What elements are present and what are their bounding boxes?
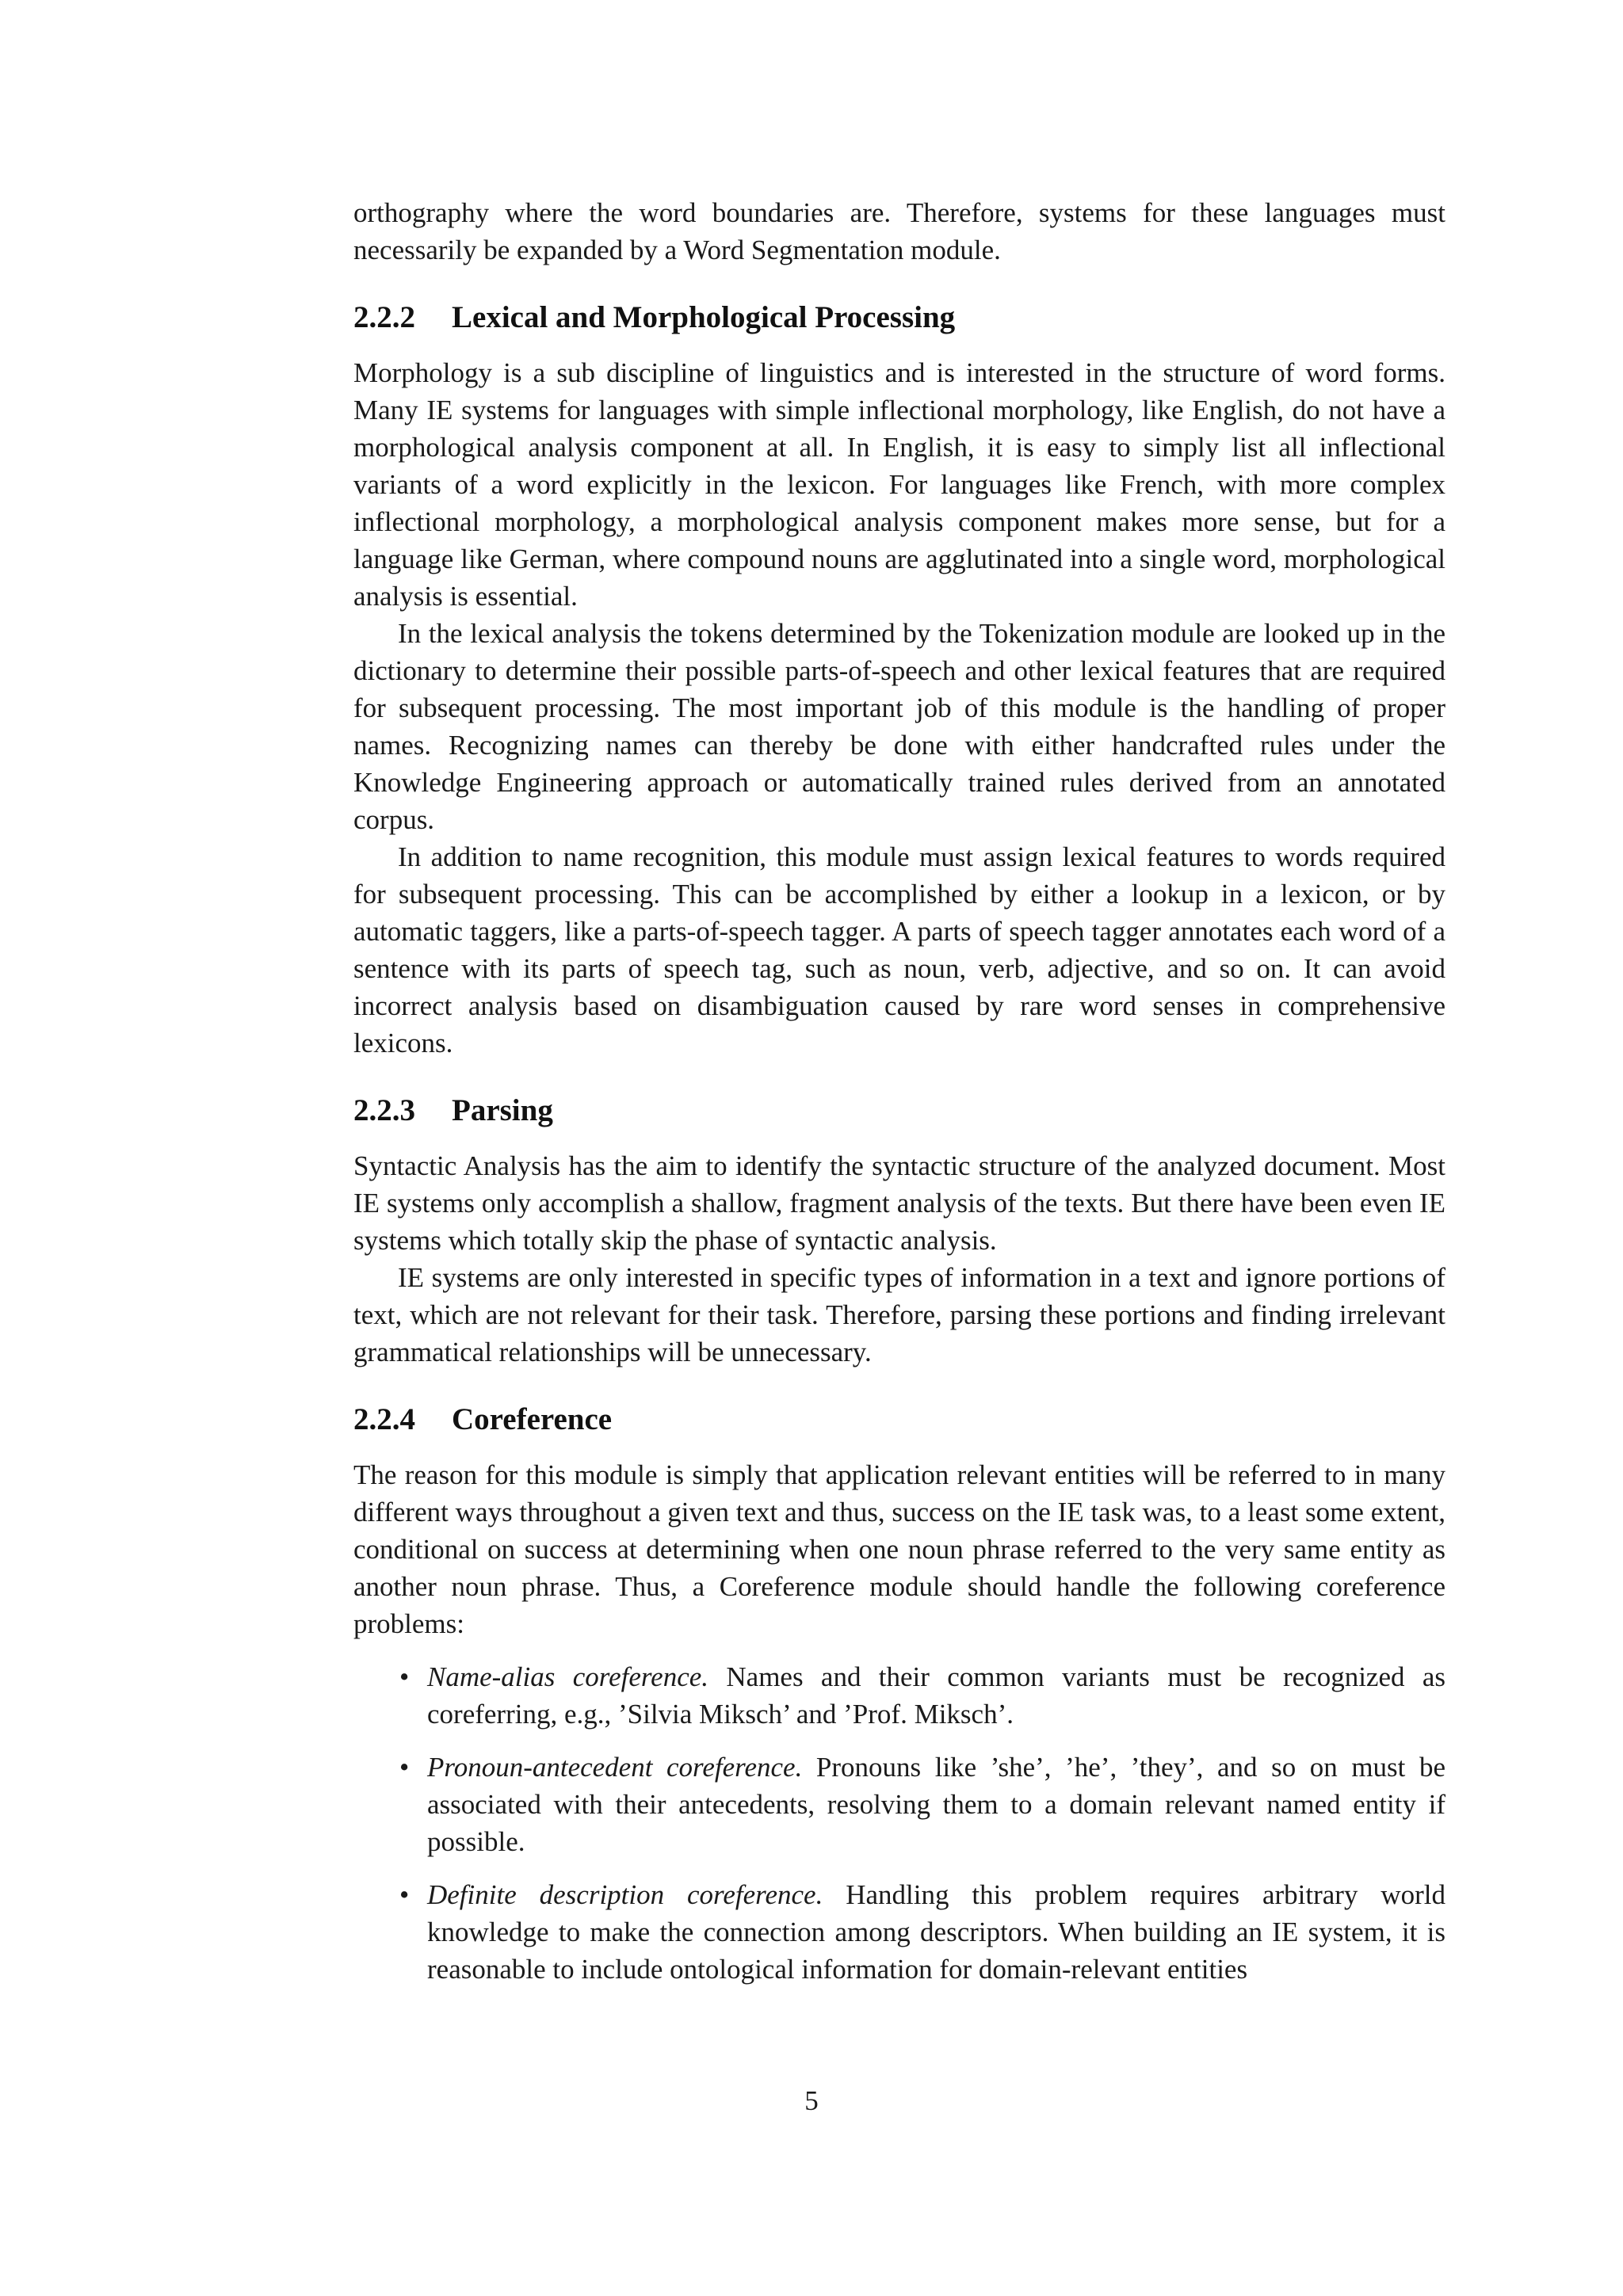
paragraph: In the lexical analysis the tokens determined by the Tokenization module are looked up in the dictionary to determine their possible parts-of-speech and other lexical features that are required for subsequent processing. The most important job of this module is the handling of proper names. Recognizing names can thereby be done with either handcrafted rules under the Knowledge Engineering approach or automatically trained rules derived from an annotated corpus.: [353, 618, 1445, 835]
section-heading-2-2-2: [353, 299, 1445, 337]
section-title: Lexical and Morphological Processing: [452, 300, 956, 334]
list-item-term: Definite description coreference.: [427, 1879, 823, 1910]
list-item-term: Pronoun-antecedent coreference.: [427, 1752, 803, 1783]
paragraph: The reason for this module is simply that application relevant entities will be referred to in many different ways throughout a given text and thus, success on the IE task was, to a least some extent, conditional on success at determining when one noun phrase referred to the very same entity as another noun phrase. Thus, a Coreference module should handle the following coreference problems:: [353, 1459, 1445, 1639]
page-number: 5: [804, 2085, 819, 2116]
section-number: 2.2.2: [353, 300, 415, 334]
section-number: 2.2.4: [353, 1402, 415, 1436]
paragraph: In addition to name recognition, this module must assign lexical features to words required for subsequent processing. This can be accomplished by either a lookup in a lexicon, or by automatic taggers, like a parts-of-speech tagger. A parts of speech tagger annotates each word of a sentence with its parts of speech tag, such as noun, verb, adjective, and so on. It can avoid incorrect analysis based on disambiguation caused by rare word senses in comprehensive lexicons.: [353, 841, 1445, 1058]
intro-paragraph: orthography where the word boundaries are. Therefore, systems for these languages must necessarily be expanded by a Word Segmentation module.: [353, 197, 1445, 265]
bullet-icon: •: [399, 1752, 410, 1783]
page-body: [353, 194, 1445, 2004]
paragraph: IE systems are only interested in specific types of information in a text and ignore portions of text, which are not relevant for their task. Therefore, parsing these portions and finding irrelevant grammatical relationships will be unnecessary.: [353, 1262, 1445, 1367]
list-item-text: Pronouns like ’she’, ’he’, ’they’, and so on must be associated with their antecedents, resolving them to a domain relevant named entity if possible.: [427, 1752, 1445, 1857]
bullet-icon: •: [399, 1661, 410, 1692]
list-item: [353, 1876, 1445, 1988]
section-title: Coreference: [452, 1402, 613, 1436]
coreference-list: [353, 1658, 1445, 1988]
bullet-icon: •: [399, 1879, 410, 1910]
list-item-term: Name-alias coreference.: [427, 1661, 709, 1692]
list-item: [353, 1658, 1445, 1733]
paragraph: Morphology is a sub discipline of linguistics and is interested in the structure of word forms. Many IE systems for languages with simple inflectional morphology, like English, do not have a morphological analysis component at all. In English, it is easy to simply list all inflectional variants of a word explicitly in the lexicon. For languages like French, with more complex inflectional morphology, a morphological analysis component makes more sense, but for a language like German, where compound nouns are agglutinated into a single word, morphological analysis is essential.: [353, 357, 1445, 612]
paragraph: Syntactic Analysis has the aim to identify the syntactic structure of the analyzed document. Most IE systems only accomplish a shallow, fragment analysis of the texts. But there have been even IE systems which totally skip the phase of syntactic analysis.: [353, 1150, 1445, 1256]
section-heading-2-2-4: [353, 1401, 1445, 1439]
list-item-text: Names and their common variants must be recognized as coreferring, e.g., ’Silvia Miksch’ and ’Prof. Miksch’.: [427, 1661, 1445, 1730]
section-title: Parsing: [452, 1093, 553, 1127]
list-item: [353, 1749, 1445, 1860]
list-item-text: Handling this problem requires arbitrary world knowledge to make the connection among descriptors. When building an IE system, it is reasonable to include ontological information for domain-relevant entities: [427, 1879, 1445, 1985]
section-number: 2.2.3: [353, 1093, 415, 1127]
section-heading-2-2-3: [353, 1092, 1445, 1130]
